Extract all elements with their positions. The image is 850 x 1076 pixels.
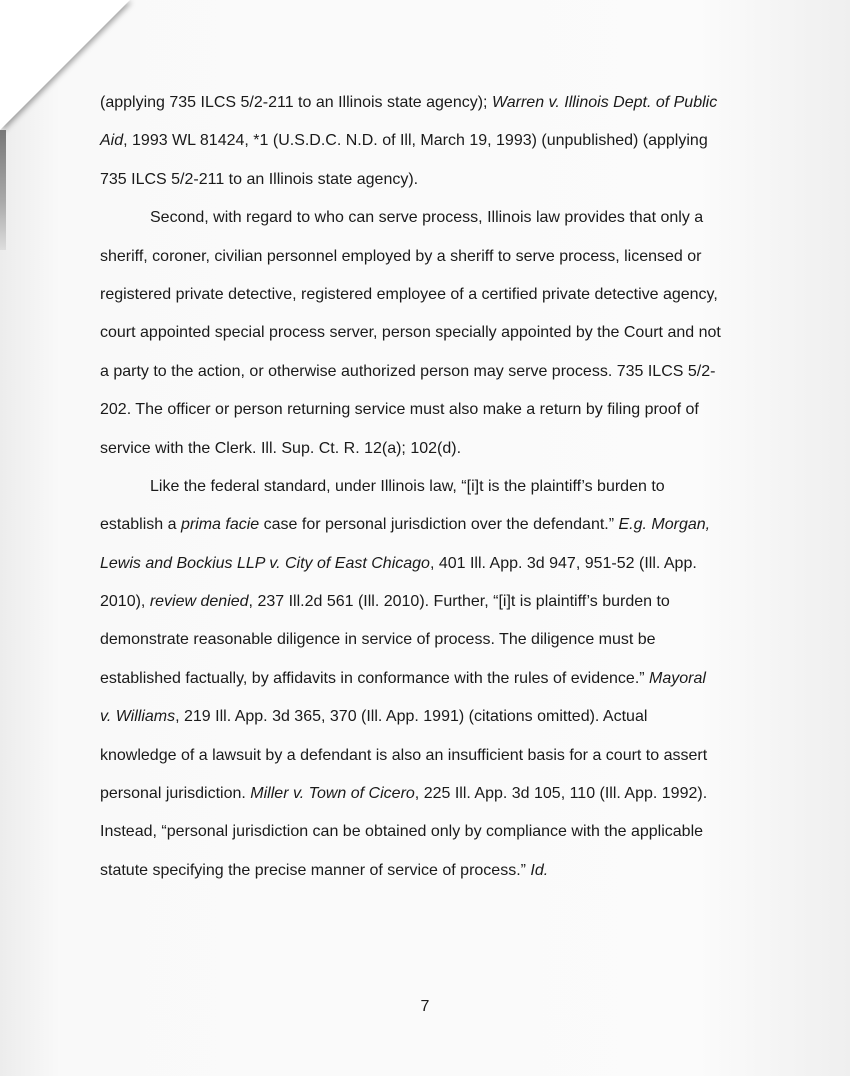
text-line: statute specifying the precise manner of service of process.” Id. <box>100 861 549 879</box>
text-line: 202. The officer or person returning service must also make a return by filing proof of <box>100 401 699 419</box>
page-edge-shadow <box>0 130 6 250</box>
text-line: Aid, 1993 WL 81424, *1 (U.S.D.C. N.D. of Ill, March 19, 1993) (unpublished) (applying <box>100 132 708 150</box>
text-line: 735 ILCS 5/2-211 to an Illinois state agency). <box>100 170 419 188</box>
text-line: 2010), review denied, 237 Ill.2d 561 (Ill. 2010). Further, “[i]t is plaintiff’s burden to <box>100 593 670 611</box>
page-number: 7 <box>420 998 430 1015</box>
paragraph-start: Like the federal standard, under Illinois law, “[i]t is the plaintiff’s burden to <box>150 477 665 495</box>
text-line: (applying 735 ILCS 5/2-211 to an Illinois state agency); Warren v. Illinois Dept. of Public <box>100 94 718 111</box>
text-line: Instead, “personal jurisdiction can be obtained only by compliance with the applicable <box>100 823 704 841</box>
text-line: service with the Clerk. Ill. Sup. Ct. R. 12(a); 102(d). <box>100 439 462 457</box>
text-line: established factually, by affidavits in conformance with the rules of evidence.” Mayoral <box>100 669 706 687</box>
text-line: knowledge of a lawsuit by a defendant is also an insufficient basis for a court to assert <box>100 746 708 764</box>
text-line: registered private detective, registered employee of a certified private detective agency, <box>100 285 718 303</box>
text-line: sheriff, coroner, civilian personnel employed by a sheriff to serve process, licensed or <box>100 247 702 265</box>
text-line: personal jurisdiction. Miller v. Town of Cicero, 225 Ill. App. 3d 105, 110 (Ill. App. 1992). <box>100 785 708 803</box>
text-line: v. Williams, 219 Ill. App. 3d 365, 370 (Ill. App. 1991) (citations omitted). Actual <box>100 708 648 726</box>
text-line: court appointed special process server, person specially appointed by the Court and not <box>100 324 721 342</box>
text-line: demonstrate reasonable diligence in service of process. The diligence must be <box>100 631 656 649</box>
text-line: Lewis and Bockius LLP v. City of East Chicago, 401 Ill. App. 3d 947, 951-52 (Ill. App. <box>100 554 697 572</box>
text-line: establish a prima facie case for personal jurisdiction over the defendant.” E.g. Morgan, <box>100 516 711 534</box>
text-line: a party to the action, or otherwise authorized person may serve process. 735 ILCS 5/2- <box>100 362 716 380</box>
body-text <box>100 84 760 890</box>
paragraph-start: Second, with regard to who can serve process, Illinois law provides that only a <box>150 209 704 227</box>
